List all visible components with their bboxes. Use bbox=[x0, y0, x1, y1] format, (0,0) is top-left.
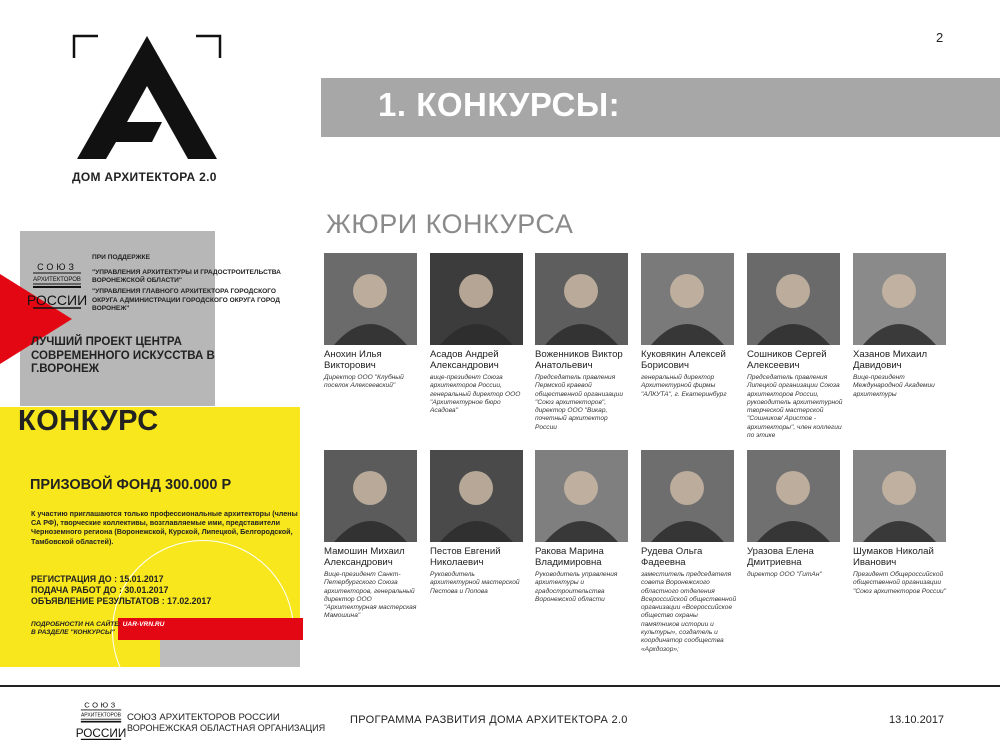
jury-card bbox=[747, 253, 843, 440]
jury-description: Председатель правления Липецкой организации Союза архитекторов России, руководитель архитектурной творческой мастерской "Сошников/ Аристов - архитекторы", член коллегии по этике bbox=[747, 374, 843, 440]
jury-description: Руководитель архитектурной мастерской Пестова и Попова bbox=[430, 571, 520, 595]
dom-arkhitektora-logo bbox=[72, 34, 222, 174]
jury-photo bbox=[747, 450, 840, 542]
jury-name: Воженников Виктор Анатольевич bbox=[535, 349, 623, 371]
footer-logo-arkhitektorov: АРХИТЕКТОРОВ bbox=[80, 712, 122, 719]
footer-date: 13.10.2017 bbox=[889, 714, 945, 726]
jury-description: Председатель правления Пермской краевой общественной организации "Союз архитекторов", директор ООО "Викар, почетный архитектор России bbox=[535, 374, 623, 431]
jury-description: Вице-президент Международной Академии архитектуры bbox=[853, 374, 935, 398]
jury-photo bbox=[324, 450, 417, 542]
jury-card bbox=[324, 253, 420, 391]
jury-description: директор ООО "ГитАн" bbox=[747, 571, 822, 578]
jury-name: Ракова Марина Владимировна bbox=[535, 546, 604, 568]
footer-divider bbox=[0, 685, 1000, 687]
support-org-2: "УПРАВЛЕНИЯ ГЛАВНОГО АРХИТЕКТОРА ГОРОДСКОГО ОКРУГА АДМИНИСТРАЦИИ ГОРОДСКОГО ОКРУГА ГОРОД ВОРОНЕЖ" bbox=[92, 288, 280, 312]
registration-deadline: РЕГИСТРАЦИЯ ДО : 15.01.2017 bbox=[31, 574, 164, 584]
jury-card bbox=[747, 450, 843, 579]
jury-photo bbox=[430, 253, 523, 345]
jury-photo bbox=[853, 253, 946, 345]
submission-deadline: ПОДАЧА РАБОТ ДО : 30.01.2017 bbox=[31, 584, 169, 595]
sar-logo bbox=[26, 260, 88, 310]
jury-description: генеральный директор Архитектурной фирмы "АЛКУТА", г. Екатеринбург bbox=[641, 374, 727, 398]
konkurs-title: КОНКУРС bbox=[18, 405, 159, 437]
section-title: 1. КОНКУРСЫ: bbox=[378, 86, 621, 123]
jury-name: Асадов Андрей Александрович bbox=[430, 349, 499, 371]
footer-sar-logo bbox=[75, 699, 127, 741]
jury-name: Пестов Евгений Николаевич bbox=[430, 546, 501, 568]
jury-description: вице-президент Союза архитекторов России, генеральный директор ООО "Архитектурное бюро Асадова" bbox=[430, 374, 521, 415]
jury-description: заместитель председателя совета Воронежского областного отделения Всероссийской общественной организации «Всероссийское общество охраны памятников истории и культуры», создатель и координатор сообщества «Архдозор»; bbox=[641, 571, 737, 653]
jury-photo bbox=[853, 450, 946, 542]
jury-card bbox=[641, 253, 737, 399]
prize-fund: ПРИЗОВОЙ ФОНД 300.000 Р bbox=[30, 477, 232, 493]
jury-card bbox=[535, 253, 631, 432]
jury-name: Анохин Илья Викторович bbox=[324, 349, 382, 371]
invite-text: К участию приглашаются только профессиональные архитекторы (члены СА РФ), творческие коллективы, возглавляемые ими, представители Черноземного региона (Воронежской, Курской, Липецкой, Белгородской, Тамбовской областей). bbox=[31, 509, 298, 546]
jury-description: Директор ООО "Клубный поселок Алексеевский" bbox=[324, 374, 404, 390]
jury-heading: ЖЮРИ КОНКУРСА bbox=[326, 209, 574, 239]
footer-logo-soyuz: СОЮЗ bbox=[84, 700, 118, 710]
jury-card bbox=[853, 450, 949, 596]
results-date: ОБЪЯВЛЕНИЕ РЕЗУЛЬТАТОВ : 17.02.2017 bbox=[31, 595, 212, 606]
footer-program: ПРОГРАММА РАЗВИТИЯ ДОМА АРХИТЕКТОРА 2.0 bbox=[350, 714, 628, 726]
footer-logo-rossii: РОССИИ bbox=[75, 726, 127, 740]
details-section: В РАЗДЕЛЕ "КОНКУРСЫ" bbox=[31, 629, 115, 637]
jury-photo bbox=[324, 253, 417, 345]
deadlines bbox=[31, 574, 211, 606]
jury-photo bbox=[641, 450, 734, 542]
jury-photo bbox=[747, 253, 840, 345]
jury-name: Хазанов Михаил Давидович bbox=[853, 349, 928, 371]
jury-photo bbox=[641, 253, 734, 345]
support-org-1: "УПРАВЛЕНИЯ АРХИТЕКТУРЫ И ГРАДОСТРОИТЕЛЬСТВА ВОРОНЕЖСКОЙ ОБЛАСТИ" bbox=[92, 269, 281, 285]
support-label: ПРИ ПОДДЕРЖКЕ bbox=[92, 254, 150, 261]
jury-card bbox=[535, 450, 631, 604]
jury-name: Сошников Сергей Алексеевич bbox=[747, 349, 827, 371]
jury-name: Мамошин Михаил Александрович bbox=[324, 546, 405, 568]
jury-card bbox=[641, 450, 737, 654]
best-project-title: ЛУЧШИЙ ПРОЕКТ ЦЕНТРА СОВРЕМЕННОГО ИСКУССТВА В Г.ВОРОНЕЖ bbox=[31, 336, 215, 375]
support-organizations bbox=[92, 269, 282, 313]
footer-organization bbox=[127, 712, 325, 733]
details-label: ПОДРОБНОСТИ НА САЙТЕ: bbox=[31, 621, 121, 628]
jury-photo bbox=[535, 450, 628, 542]
jury-description: Руководитель управления архитектуры и градостроительства Воронежской области bbox=[535, 571, 618, 603]
footer-org-name: СОЮЗ АРХИТЕКТОРОВ РОССИИ bbox=[127, 712, 280, 723]
jury-card bbox=[853, 253, 949, 399]
jury-description: Президент Общероссийской общественной организации "Союз архитекторов России" bbox=[853, 571, 947, 595]
sar-logo-soyuz: СОЮЗ bbox=[37, 262, 77, 272]
jury-name: Уразова Елена Дмитриевна bbox=[747, 546, 814, 568]
footer-org-branch: ВОРОНЕЖСКАЯ ОБЛАСТНАЯ ОРГАНИЗАЦИЯ bbox=[127, 723, 326, 733]
sar-logo-arkhitektorov: АРХИТЕКТОРОВ bbox=[33, 277, 81, 283]
jury-card bbox=[430, 450, 526, 596]
logo-caption: ДОМ АРХИТЕКТОРА 2.0 bbox=[72, 170, 217, 184]
page-number: 2 bbox=[936, 30, 944, 45]
jury-name: Рудева Ольга Фадеевна bbox=[641, 546, 703, 568]
details-info bbox=[31, 621, 201, 638]
jury-description: Вице-президент Санкт-Петербургского Союза архитекторов, генеральный директор ООО "Архитектурная мастерская Мамошина" bbox=[324, 571, 417, 620]
jury-name: Шумаков Николай Иванович bbox=[853, 546, 934, 568]
details-site-link[interactable]: UAR-VRN.RU bbox=[122, 621, 165, 628]
jury-card bbox=[430, 253, 526, 415]
sar-logo-rossii: РОССИИ bbox=[26, 292, 88, 308]
jury-name: Куковякин Алексей Борисович bbox=[641, 349, 726, 371]
jury-card bbox=[324, 450, 420, 621]
jury-photo bbox=[430, 450, 523, 542]
jury-photo bbox=[535, 253, 628, 345]
